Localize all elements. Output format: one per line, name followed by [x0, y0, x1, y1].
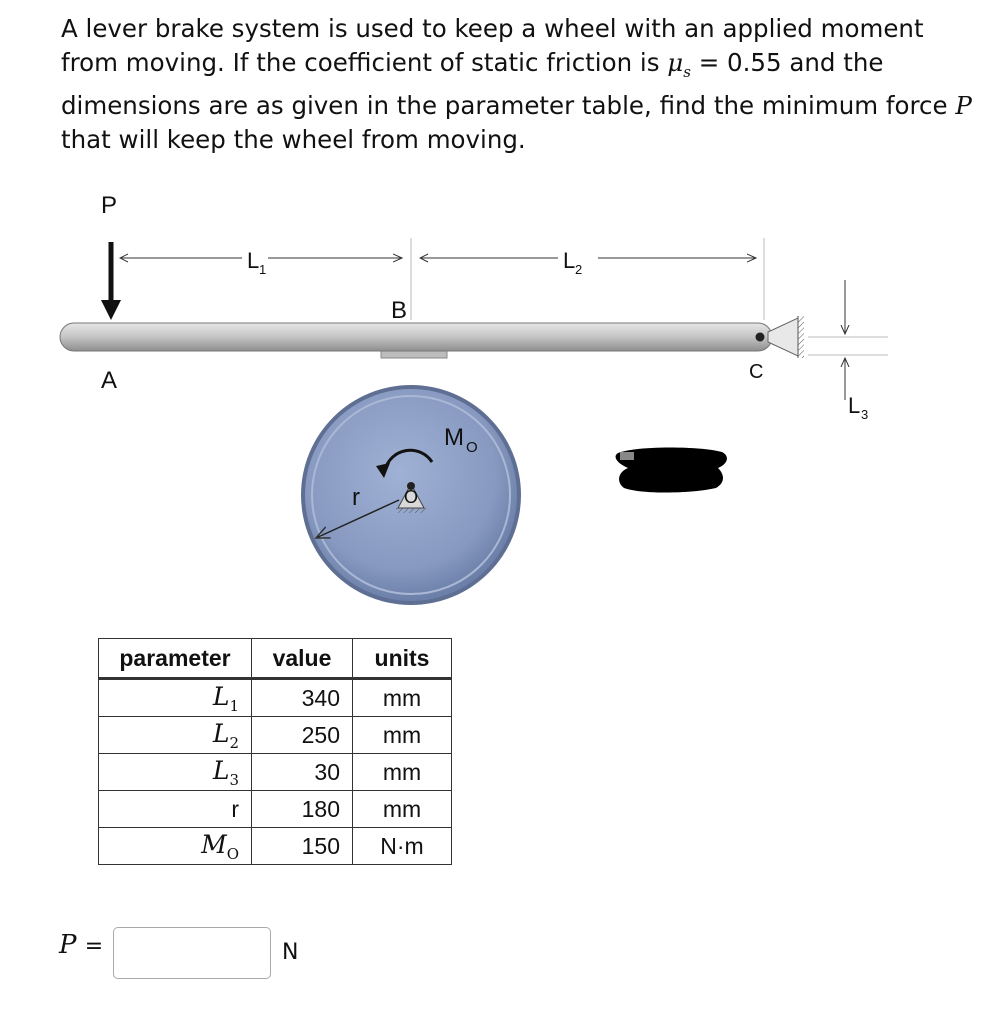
- value-cell: 30: [252, 754, 353, 791]
- label-mo-sub: O: [466, 439, 478, 456]
- label-r: r: [352, 484, 360, 511]
- header-value: value: [252, 639, 353, 679]
- answer-equals: =: [84, 934, 104, 959]
- label-l3-sub: 3: [861, 407, 869, 422]
- label-a: A: [101, 367, 118, 394]
- pin-support-c: [756, 316, 805, 358]
- table-header-row: [99, 639, 452, 679]
- value-cell: 150: [252, 828, 353, 865]
- label-c: C: [749, 361, 764, 383]
- force-symbol: P: [955, 90, 972, 120]
- table-row: [99, 754, 452, 791]
- param-cell: [99, 679, 252, 717]
- problem-text-part-1: A lever brake system is used to keep a wheel with an applied moment from moving. If the coefficient of static friction is: [61, 14, 924, 77]
- table-row: [99, 791, 452, 828]
- param-symbol: M: [201, 829, 227, 859]
- label-l1-sub: 1: [259, 262, 267, 277]
- label-l2: L: [563, 248, 576, 273]
- label-l3: L: [848, 393, 861, 418]
- unit-cell: N·m: [353, 828, 452, 865]
- table-row: [99, 828, 452, 865]
- label-l2-sub: 2: [575, 262, 583, 277]
- param-cell: [99, 791, 252, 828]
- unit-cell: mm: [353, 679, 452, 717]
- mu-subscript: s: [683, 62, 691, 81]
- param-subscript: 2: [229, 733, 239, 752]
- param-symbol: L: [212, 755, 230, 785]
- lever-bar: [60, 323, 772, 351]
- answer-symbol: P: [59, 930, 77, 960]
- table-row: [99, 679, 452, 717]
- param-subscript: 1: [229, 696, 239, 715]
- unit-cell: mm: [353, 754, 452, 791]
- label-mo: M: [444, 424, 464, 451]
- answer-label: [59, 930, 103, 960]
- header-parameter: parameter: [99, 639, 252, 679]
- value-cell: 340: [252, 679, 353, 717]
- label-l1: L: [247, 248, 260, 273]
- param-cell: [99, 754, 252, 791]
- problem-text-part-3: that will keep the wheel from moving.: [61, 124, 526, 154]
- param-symbol: r: [231, 795, 239, 822]
- param-cell: [99, 828, 252, 865]
- redacted-mark: [616, 448, 727, 493]
- header-units: units: [353, 639, 452, 679]
- dimension-l3: [808, 280, 888, 400]
- label-o: O: [404, 487, 419, 507]
- param-cell: [99, 717, 252, 754]
- table-row: [99, 717, 452, 754]
- unit-cell: mm: [353, 791, 452, 828]
- answer-unit: N: [282, 940, 299, 965]
- label-b: B: [391, 297, 408, 324]
- parameter-table: [98, 638, 452, 865]
- param-symbol: L: [212, 681, 230, 711]
- value-cell: 250: [252, 717, 353, 754]
- param-subscript: O: [226, 844, 239, 863]
- value-cell: 180: [252, 791, 353, 828]
- answer-input[interactable]: [113, 927, 271, 979]
- problem-text-part-2: = 0.55 and the dimensions are as given in the parameter table, find the minimum force: [61, 48, 956, 120]
- force-p-arrow: [101, 242, 121, 320]
- param-symbol: L: [212, 718, 230, 748]
- unit-cell: mm: [353, 717, 452, 754]
- mu-symbol: μ: [667, 48, 684, 77]
- param-subscript: 3: [229, 770, 239, 789]
- label-p: P: [101, 192, 118, 219]
